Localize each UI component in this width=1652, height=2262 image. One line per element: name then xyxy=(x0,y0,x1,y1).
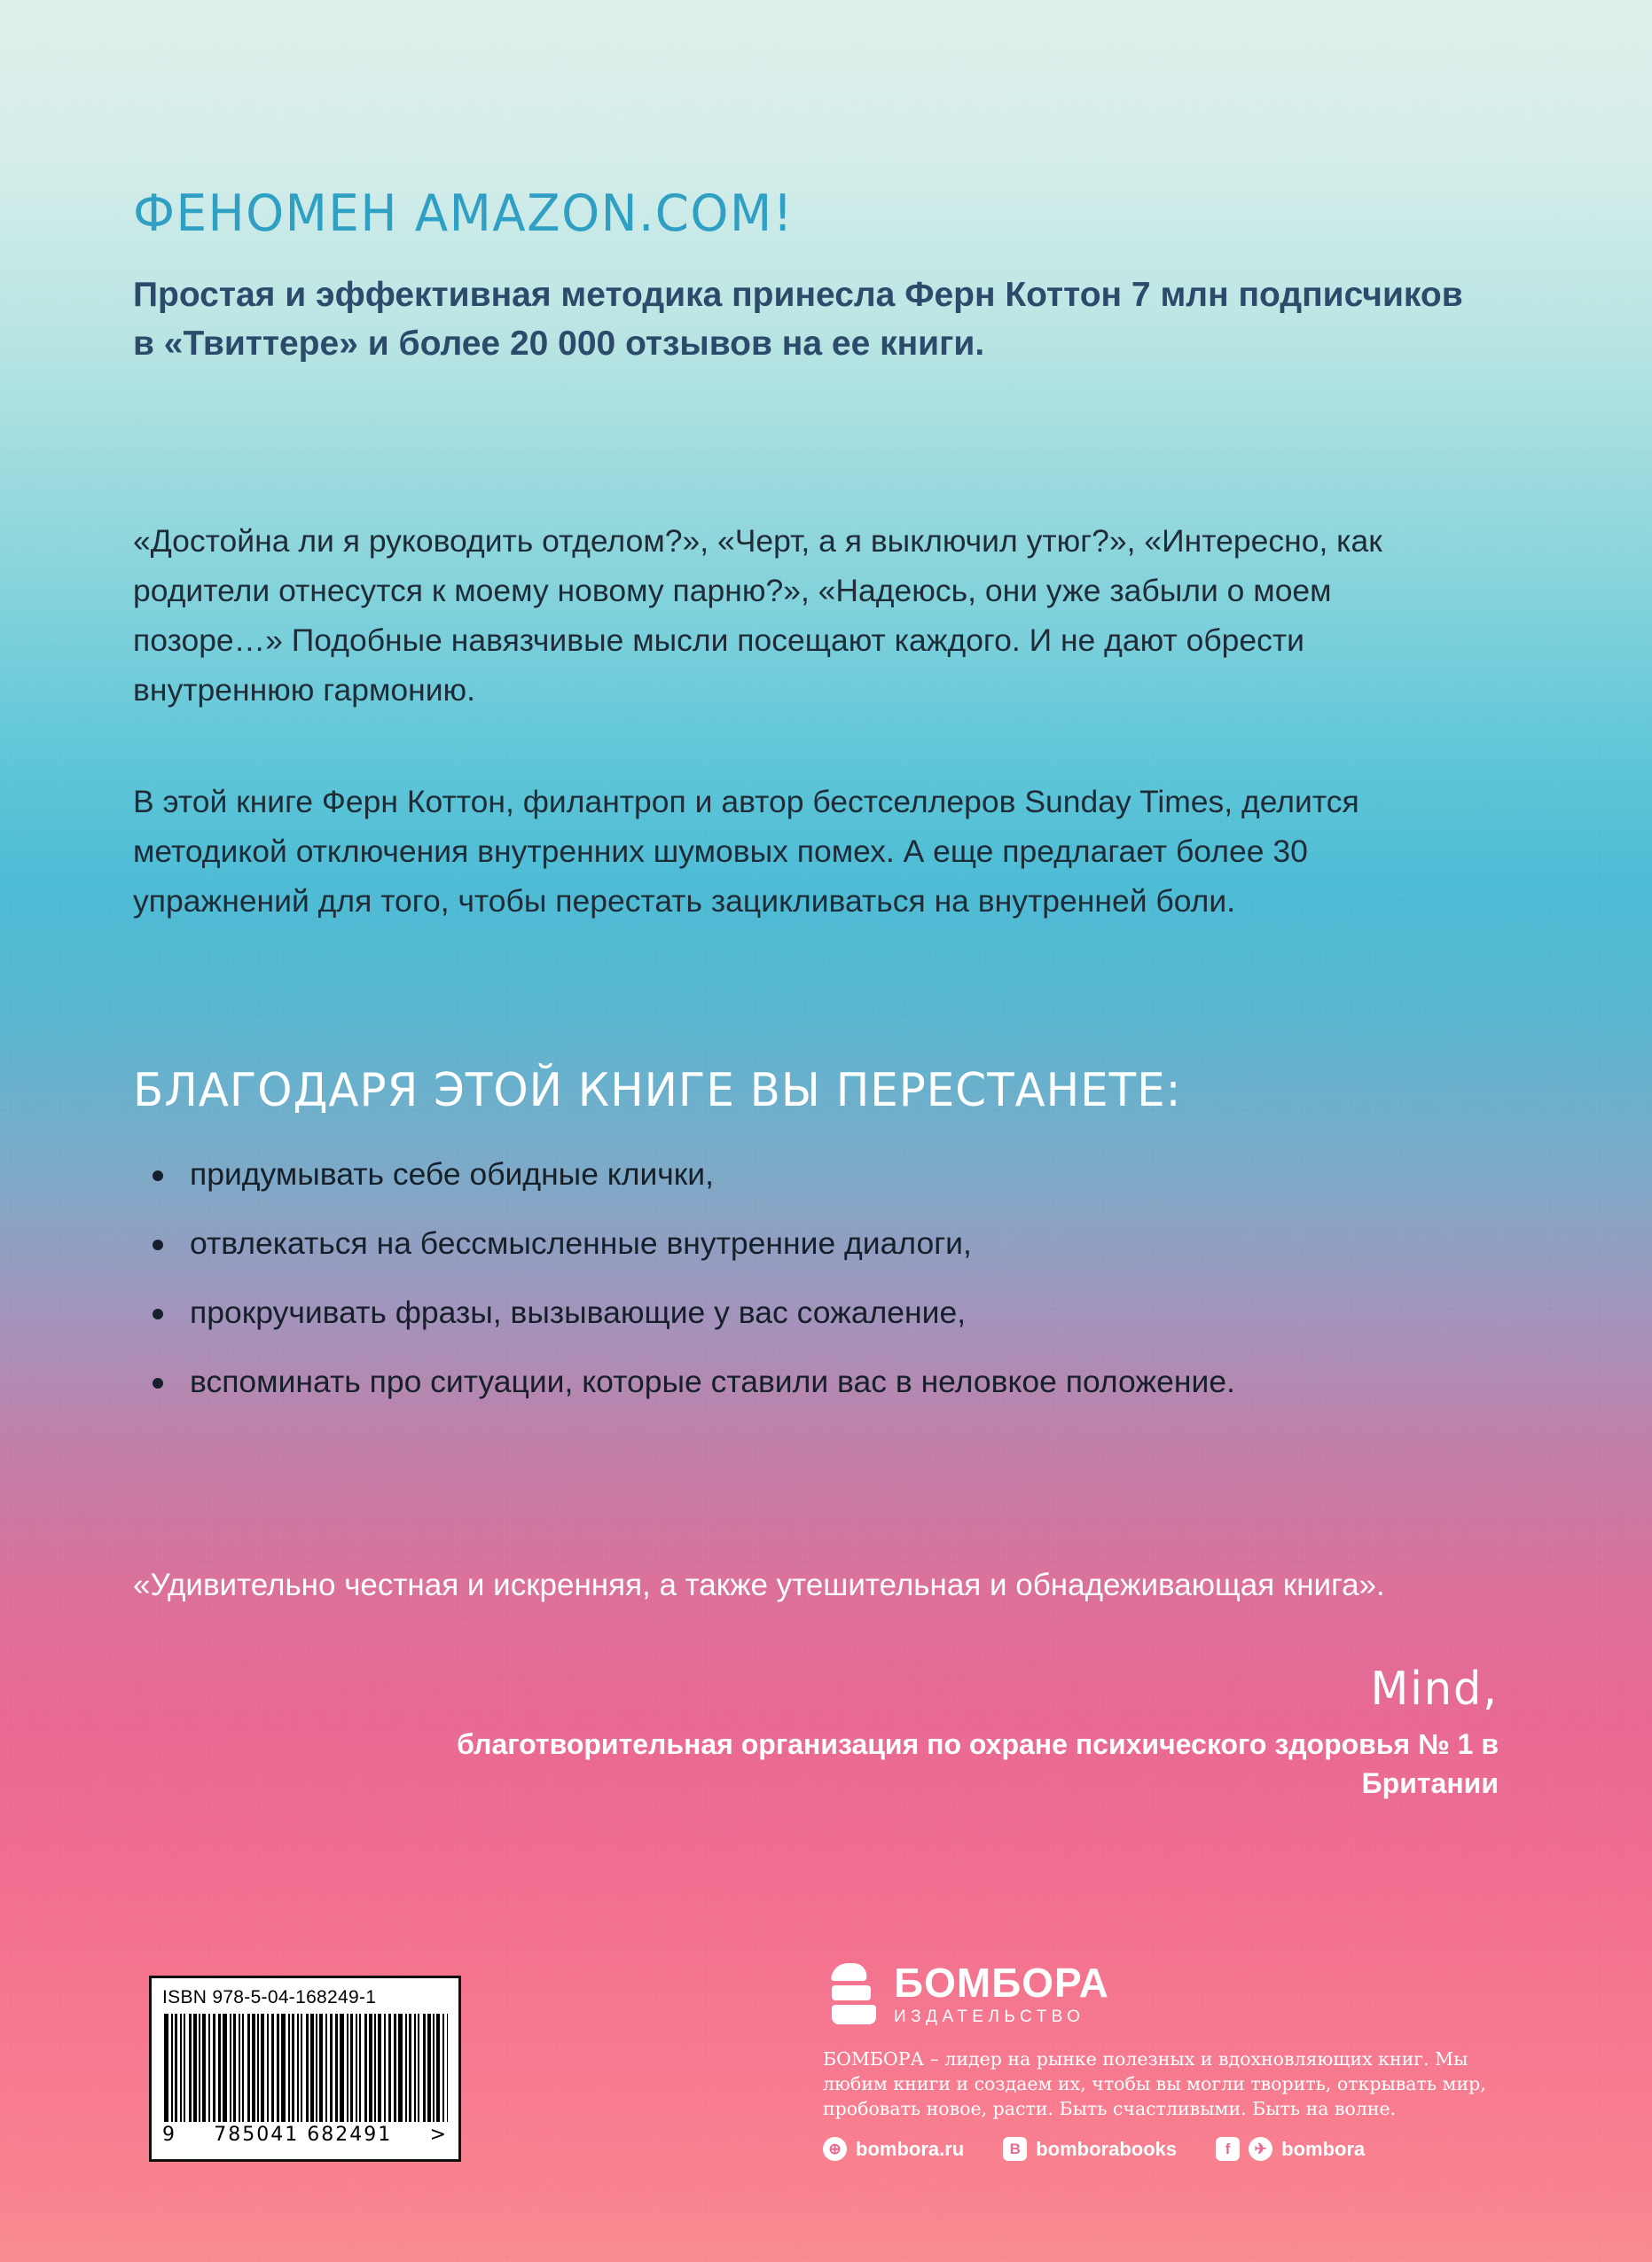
publisher-description: БОМБОРА – лидер на рынке полезных и вдохновляющих книг. Мы любим книги и создаем их, чтобы вы могли творить, открывать мир, пробовать новое, расти. Быть счастливыми. Быть на волне. xyxy=(823,2048,1486,2119)
barcode-bars xyxy=(162,2014,448,2122)
publisher-name: БОМБОРА xyxy=(894,1959,1109,2006)
bullet-dot-icon xyxy=(153,1170,163,1181)
quote-source-logo: Mind, xyxy=(1370,1663,1499,1716)
telegram-label[interactable]: bombora xyxy=(1281,2137,1366,2160)
list-item-label: придумывать себе обидные клички, xyxy=(190,1156,715,1192)
barcode-digit-left: 9 xyxy=(162,2124,176,2146)
list-item xyxy=(142,1153,1499,1195)
bombora-logo-icon xyxy=(823,1961,878,2027)
quote-source-description: благотворительная организация по охране психического здоровья № 1 в Британии xyxy=(457,1728,1499,1799)
lede-paragraph: Простая и эффективная методика принесла Ферн Коттон 7 млн подписчиков в «Твиттере» и более 20 000 отзывов на ее книги. xyxy=(133,276,1463,363)
telegram-icon: ✈ xyxy=(1249,2137,1272,2161)
publisher-social-row xyxy=(823,2137,1515,2161)
publisher-logo-row xyxy=(823,1961,1515,2027)
bullet-dot-icon xyxy=(153,1240,163,1250)
vk-label[interactable]: bomborabooks xyxy=(1036,2137,1178,2160)
review-quote: «Удивительно честная и искренняя, а также утешительная и обнадеживающая книга». xyxy=(133,1568,1385,1602)
list-item-label: вспоминать про ситуации, которые ставили вас в неловкое положение. xyxy=(190,1364,1235,1399)
section-subheading: БЛАГОДАРЯ ЭТОЙ КНИГЕ ВЫ ПЕРЕСТАНЕТЕ: xyxy=(133,1064,1182,1117)
bullet-dot-icon xyxy=(153,1309,163,1319)
list-item-label: прокручивать фразы, вызывающие у вас сожаление, xyxy=(190,1295,967,1330)
headline: ФЕНОМЕН AMAZON.COM! xyxy=(133,184,794,243)
publisher-subtitle: ИЗДАТЕЛЬСТВО xyxy=(894,2007,1085,2026)
benefits-list xyxy=(142,1153,1499,1429)
website-label[interactable]: bombora.ru xyxy=(856,2137,965,2160)
list-item xyxy=(142,1222,1499,1264)
cover-content xyxy=(133,0,1516,2262)
barcode-digits xyxy=(162,2124,448,2146)
vk-icon: B xyxy=(1003,2137,1027,2161)
list-item-label: отвлекаться на бессмысленные внутренние диалоги, xyxy=(190,1225,972,1261)
body-paragraph-2: В этой книге Ферн Коттон, филантроп и автор бестселлеров Sunday Times, делится методикой отключения внутренних шумовых помех. А еще предлагает более 30 упражнений для того, чтобы перестать зацикливаться на внутренней боли. xyxy=(133,784,1359,919)
bullet-dot-icon xyxy=(153,1378,163,1389)
isbn-label: ISBN 978-5-04-168249-1 xyxy=(162,1987,377,2008)
barcode-digit-main: 785041 682491 xyxy=(214,2124,393,2146)
barcode-digit-right: > xyxy=(429,2124,448,2146)
facebook-icon: f xyxy=(1216,2137,1240,2161)
body-paragraph-1: «Достойна ли я руководить отделом?», «Черт, а я выключил утюг?», «Интересно, как родители отнесутся к моему новому парню?», «Надеюсь, они уже забыли о моем позоре…» Подобные навязчивые мысли посещают каждого. И не дают обрести внутреннюю гармонию. xyxy=(133,523,1382,708)
barcode-block xyxy=(149,1976,461,2162)
list-item xyxy=(142,1360,1499,1403)
list-item xyxy=(142,1291,1499,1334)
globe-icon: ⊕ xyxy=(823,2137,847,2161)
publisher-block xyxy=(823,1961,1515,2161)
